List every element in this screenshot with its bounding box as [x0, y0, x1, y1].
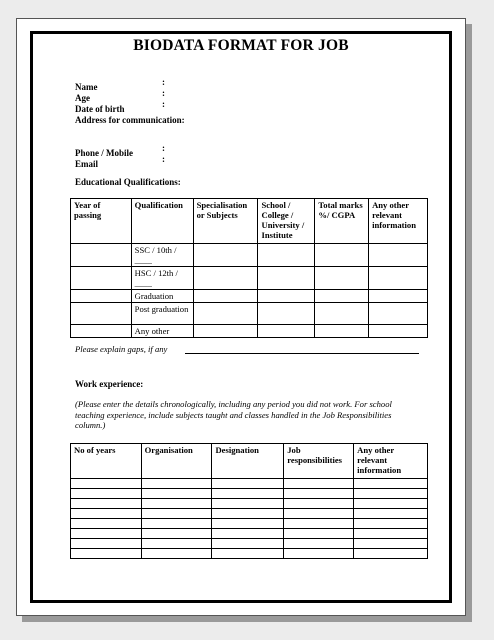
table-cell[interactable] — [212, 529, 284, 539]
table-cell[interactable] — [284, 509, 354, 519]
table-cell[interactable] — [71, 489, 142, 499]
table-row — [71, 325, 428, 338]
education-table — [70, 198, 428, 338]
table-cell[interactable] — [71, 539, 142, 549]
contact-fields — [75, 143, 165, 169]
table-cell[interactable] — [71, 479, 142, 489]
field-colon: : — [162, 154, 165, 164]
table-cell[interactable] — [258, 267, 315, 290]
table-cell[interactable] — [354, 489, 428, 499]
field-label: Email — [75, 159, 99, 169]
table-cell[interactable] — [284, 499, 354, 509]
education-header-row — [71, 199, 428, 244]
table-cell[interactable] — [354, 549, 428, 559]
table-cell[interactable] — [284, 479, 354, 489]
table-cell[interactable] — [354, 499, 428, 509]
qualification-cell: Any other — [131, 325, 193, 338]
table-cell[interactable] — [315, 290, 369, 303]
work-table — [70, 443, 428, 559]
table-row — [71, 479, 428, 489]
field-row-email — [75, 154, 165, 169]
qualification-cell: Post graduation — [131, 303, 193, 325]
table-row — [71, 499, 428, 509]
qualification-cell: SSC / 10th / ____ — [131, 244, 193, 267]
gaps-label: Please explain gaps, if any — [75, 344, 168, 354]
table-cell[interactable] — [193, 267, 258, 290]
table-cell[interactable] — [141, 539, 212, 549]
col-header: Qualification — [131, 199, 193, 244]
table-cell[interactable] — [258, 290, 315, 303]
field-label: Name — [75, 82, 98, 92]
field-label: Date of birth — [75, 104, 125, 114]
field-row-address — [75, 110, 185, 125]
table-cell[interactable] — [284, 519, 354, 529]
table-row — [71, 290, 428, 303]
work-heading: Work experience: — [75, 379, 144, 389]
table-row — [71, 267, 428, 290]
col-header: Total marks %/ CGPA — [315, 199, 369, 244]
col-header: Designation — [212, 444, 284, 479]
table-cell[interactable] — [354, 479, 428, 489]
table-cell[interactable] — [258, 244, 315, 267]
document-title: BIODATA FORMAT FOR JOB — [133, 37, 349, 54]
personal-fields — [75, 77, 185, 125]
table-cell[interactable] — [315, 244, 369, 267]
col-header: School / College / University / Institute — [258, 199, 315, 244]
table-cell[interactable] — [71, 325, 132, 338]
col-header: Any other relevant information — [369, 199, 428, 244]
table-cell[interactable] — [141, 529, 212, 539]
table-cell[interactable] — [212, 519, 284, 529]
table-row — [71, 509, 428, 519]
table-cell[interactable] — [71, 290, 132, 303]
table-cell[interactable] — [284, 539, 354, 549]
table-cell[interactable] — [212, 479, 284, 489]
table-cell[interactable] — [369, 267, 428, 290]
field-row-dob — [75, 99, 185, 114]
field-label: Phone / Mobile — [75, 148, 133, 158]
col-header: Specialisation or Subjects — [193, 199, 258, 244]
field-colon: : — [162, 143, 165, 153]
table-cell[interactable] — [193, 325, 258, 338]
table-cell[interactable] — [141, 549, 212, 559]
table-cell[interactable] — [141, 509, 212, 519]
work-header-row — [71, 444, 428, 479]
table-cell[interactable] — [369, 325, 428, 338]
field-row-name — [75, 77, 185, 92]
table-cell[interactable] — [193, 244, 258, 267]
table-cell[interactable] — [284, 489, 354, 499]
education-heading: Educational Qualifications: — [75, 177, 181, 187]
table-cell[interactable] — [354, 539, 428, 549]
table-cell[interactable] — [71, 529, 142, 539]
col-header: Year of passing — [71, 199, 132, 244]
table-cell[interactable] — [354, 509, 428, 519]
table-cell[interactable] — [284, 529, 354, 539]
field-row-phone — [75, 143, 165, 158]
col-header: Organisation — [141, 444, 212, 479]
table-cell[interactable] — [284, 549, 354, 559]
table-row — [71, 529, 428, 539]
table-cell[interactable] — [141, 479, 212, 489]
table-cell[interactable] — [369, 290, 428, 303]
field-colon: : — [162, 77, 165, 87]
table-cell[interactable] — [212, 509, 284, 519]
table-row — [71, 539, 428, 549]
table-row — [71, 303, 428, 325]
qualification-cell: HSC / 12th / ____ — [131, 267, 193, 290]
col-header: Any other relevant information — [354, 444, 428, 479]
table-cell[interactable] — [212, 499, 284, 509]
col-header: Job responsibilities — [284, 444, 354, 479]
table-row — [71, 244, 428, 267]
table-cell[interactable] — [141, 499, 212, 509]
table-cell[interactable] — [212, 549, 284, 559]
table-cell[interactable] — [369, 244, 428, 267]
field-label: Age — [75, 93, 90, 103]
qualification-cell: Graduation — [131, 290, 193, 303]
field-row-age — [75, 88, 185, 103]
table-row — [71, 549, 428, 559]
table-cell[interactable] — [354, 519, 428, 529]
table-cell[interactable] — [212, 489, 284, 499]
table-cell[interactable] — [141, 489, 212, 499]
table-cell[interactable] — [141, 519, 212, 529]
table-cell[interactable] — [193, 303, 258, 325]
table-cell[interactable] — [315, 325, 369, 338]
field-colon: : — [162, 99, 165, 109]
table-cell[interactable] — [258, 303, 315, 325]
table-cell[interactable] — [71, 509, 142, 519]
table-cell[interactable] — [71, 303, 132, 325]
gaps-answer-line[interactable] — [185, 353, 419, 354]
table-cell[interactable] — [71, 499, 142, 509]
table-cell[interactable] — [315, 267, 369, 290]
document-page — [16, 18, 466, 616]
table-cell[interactable] — [71, 549, 142, 559]
table-row — [71, 489, 428, 499]
work-note: (Please enter the details chronologically, including any period you did not work. For school teaching experience, include subjects taught and classes handled in the Job Responsibilities column.) — [75, 399, 392, 430]
table-cell[interactable] — [71, 519, 142, 529]
field-label: Address for communication: — [75, 115, 185, 125]
table-cell[interactable] — [71, 267, 132, 290]
field-colon: : — [162, 88, 165, 98]
table-cell[interactable] — [258, 325, 315, 338]
table-row — [71, 519, 428, 529]
table-cell[interactable] — [193, 290, 258, 303]
table-cell[interactable] — [369, 303, 428, 325]
table-cell[interactable] — [315, 303, 369, 325]
table-cell[interactable] — [71, 244, 132, 267]
table-cell[interactable] — [212, 539, 284, 549]
col-header: No of years — [71, 444, 142, 479]
table-cell[interactable] — [354, 529, 428, 539]
